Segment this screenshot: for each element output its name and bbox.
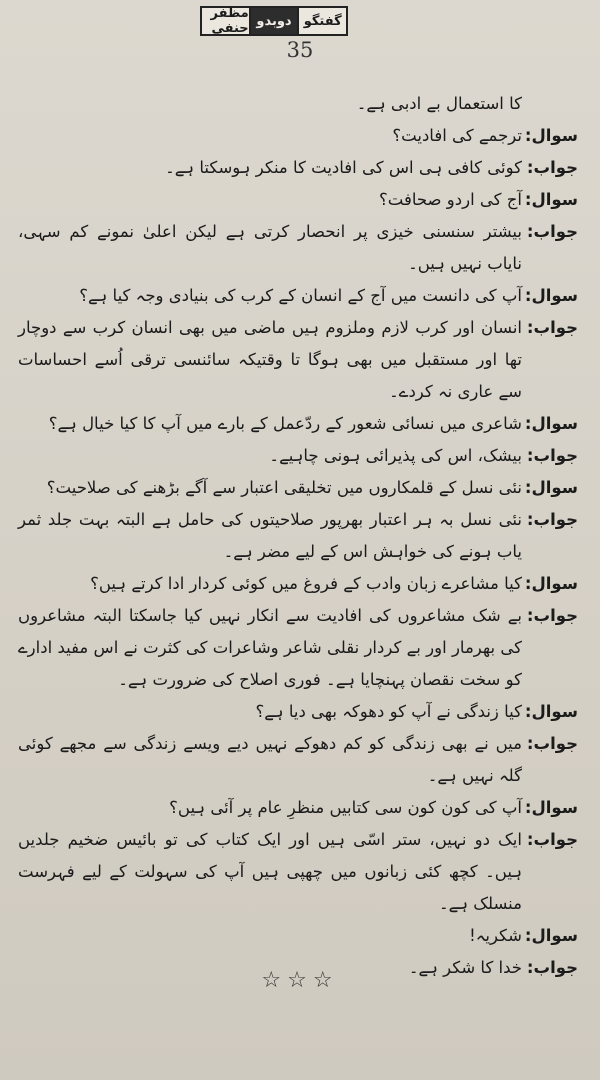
qa-label: سوال: xyxy=(524,414,578,433)
qa-label: جواب: xyxy=(526,510,578,529)
qa-text: نئی نسل کے قلمکاروں میں تخلیقی اعتبار سے آگے بڑھنے کی صلاحیت؟ xyxy=(46,478,522,497)
qa-item xyxy=(18,568,578,600)
qa-label: سوال: xyxy=(524,798,578,817)
qa-label: جواب: xyxy=(526,830,578,849)
qa-text: آپ کی کون کون سی کتابیں منظرِ عام پر آئی ہیں؟ xyxy=(169,798,522,817)
qa-item xyxy=(18,600,578,696)
qa-text: بیشتر سنسنی خیزی پر انحصار کرتی ہے لیکن اعلیٰ نمونے کم سہی، نایاب نہیں ہیں۔ xyxy=(18,222,522,273)
qa-item xyxy=(18,440,578,472)
running-header xyxy=(200,6,348,36)
header-cell-right: مظفر حنفی xyxy=(210,6,249,36)
qa-text: ایک دو نہیں، ستر اسّی ہیں اور ایک کتاب کی تو بائیس ضخیم جلدیں ہیں۔ کچھ کئی زبانوں میں چھپی ہیں آپ کی سہولت کے لیے فہرست منسلک ہے۔ xyxy=(18,830,522,913)
qa-label: سوال: xyxy=(524,286,578,305)
qa-label: جواب: xyxy=(526,606,578,625)
qa-text: آپ کی دانست میں آج کے انسان کے کرب کی بنیادی وجہ کیا ہے؟ xyxy=(79,286,522,305)
qa-text: خدا کا شکر ہے۔ xyxy=(408,958,522,977)
qa-item xyxy=(18,184,578,216)
qa-label: سوال: xyxy=(524,478,578,497)
qa-text: شکریہ! xyxy=(469,926,522,945)
qa-item xyxy=(18,152,578,184)
qa-item xyxy=(18,120,578,152)
qa-text: شاعری میں نسائی شعور کے ردّعمل کے بارے میں آپ کا کیا خیال ہے؟ xyxy=(48,414,522,433)
qa-text: انسان اور کرب لازم وملزوم ہیں ماضی میں بھی انسان کرب سے دوچار تھا اور مستقبل میں بھی ہوگا تا وقتیکہ سائنسی ترقی اُسے احساسات سے عاری نہ کردے۔ xyxy=(18,318,522,401)
qa-item xyxy=(18,824,578,920)
qa-text: آج کی اردو صحافت؟ xyxy=(379,190,522,209)
qa-text: بیشک، اس کی پذیرائی ہونی چاہیے۔ xyxy=(269,446,522,465)
qa-label: جواب: xyxy=(526,958,578,977)
qa-label: جواب: xyxy=(526,222,578,241)
qa-item xyxy=(18,216,578,280)
qa-text: کوئی کافی ہی اس کی افادیت کا منکر ہوسکتا ہے۔ xyxy=(165,158,522,177)
section-end-stars: ☆☆☆ xyxy=(261,968,339,993)
qa-item xyxy=(18,280,578,312)
qa-item xyxy=(18,504,578,568)
qa-item xyxy=(18,696,578,728)
qa-text: کیا زندگی نے آپ کو دھوکہ بھی دیا ہے؟ xyxy=(255,702,522,721)
intro-line: کا استعمال بے ادبی ہے۔ xyxy=(356,94,522,113)
qa-label: سوال: xyxy=(524,574,578,593)
interview-text xyxy=(18,88,578,984)
qa-item xyxy=(18,408,578,440)
qa-text: نئی نسل بہ ہر اعتبار بھرپور صلاحیتوں کی حامل ہے البتہ بہت جلد ثمر یاب ہونے کی خواہش اس کے لیے مضر ہے۔ xyxy=(18,510,522,561)
qa-label: جواب: xyxy=(526,158,578,177)
qa-text: میں نے بھی زندگی کو کم دھوکے نہیں دیے ویسے زندگی سے مجھے کوئی گلہ نہیں ہے۔ xyxy=(18,734,522,785)
qa-item xyxy=(18,728,578,792)
qa-text: کیا مشاعرے زبان وادب کے فروغ میں کوئی کردار ادا کرتے ہیں؟ xyxy=(90,574,522,593)
page-number: 35 xyxy=(286,38,314,62)
qa-item xyxy=(18,792,578,824)
qa-text: بے شک مشاعروں کی افادیت سے انکار نہیں کیا جاسکتا البتہ مشاعروں کی بھرمار اور بے کردار نقلی شاعر وشاعرات کی کثرت نے اس مفید ادارے کو سخت نقصان پہنچایا ہے۔ فوری اصلاح کی ضرورت ہے۔ xyxy=(18,606,522,689)
qa-text: ترجمے کی افادیت؟ xyxy=(392,126,522,145)
qa-item xyxy=(18,472,578,504)
header-cell-left: گفتگو xyxy=(297,8,346,34)
qa-item xyxy=(18,312,578,408)
header-cell-middle: دوبدو xyxy=(249,8,298,34)
qa-label: جواب: xyxy=(526,446,578,465)
qa-label: سوال: xyxy=(524,190,578,209)
qa-item xyxy=(18,920,578,952)
qa-label: سوال: xyxy=(524,126,578,145)
qa-label: سوال: xyxy=(524,702,578,721)
qa-label: جواب: xyxy=(526,318,578,337)
qa-label: سوال: xyxy=(524,926,578,945)
qa-label: جواب: xyxy=(526,734,578,753)
